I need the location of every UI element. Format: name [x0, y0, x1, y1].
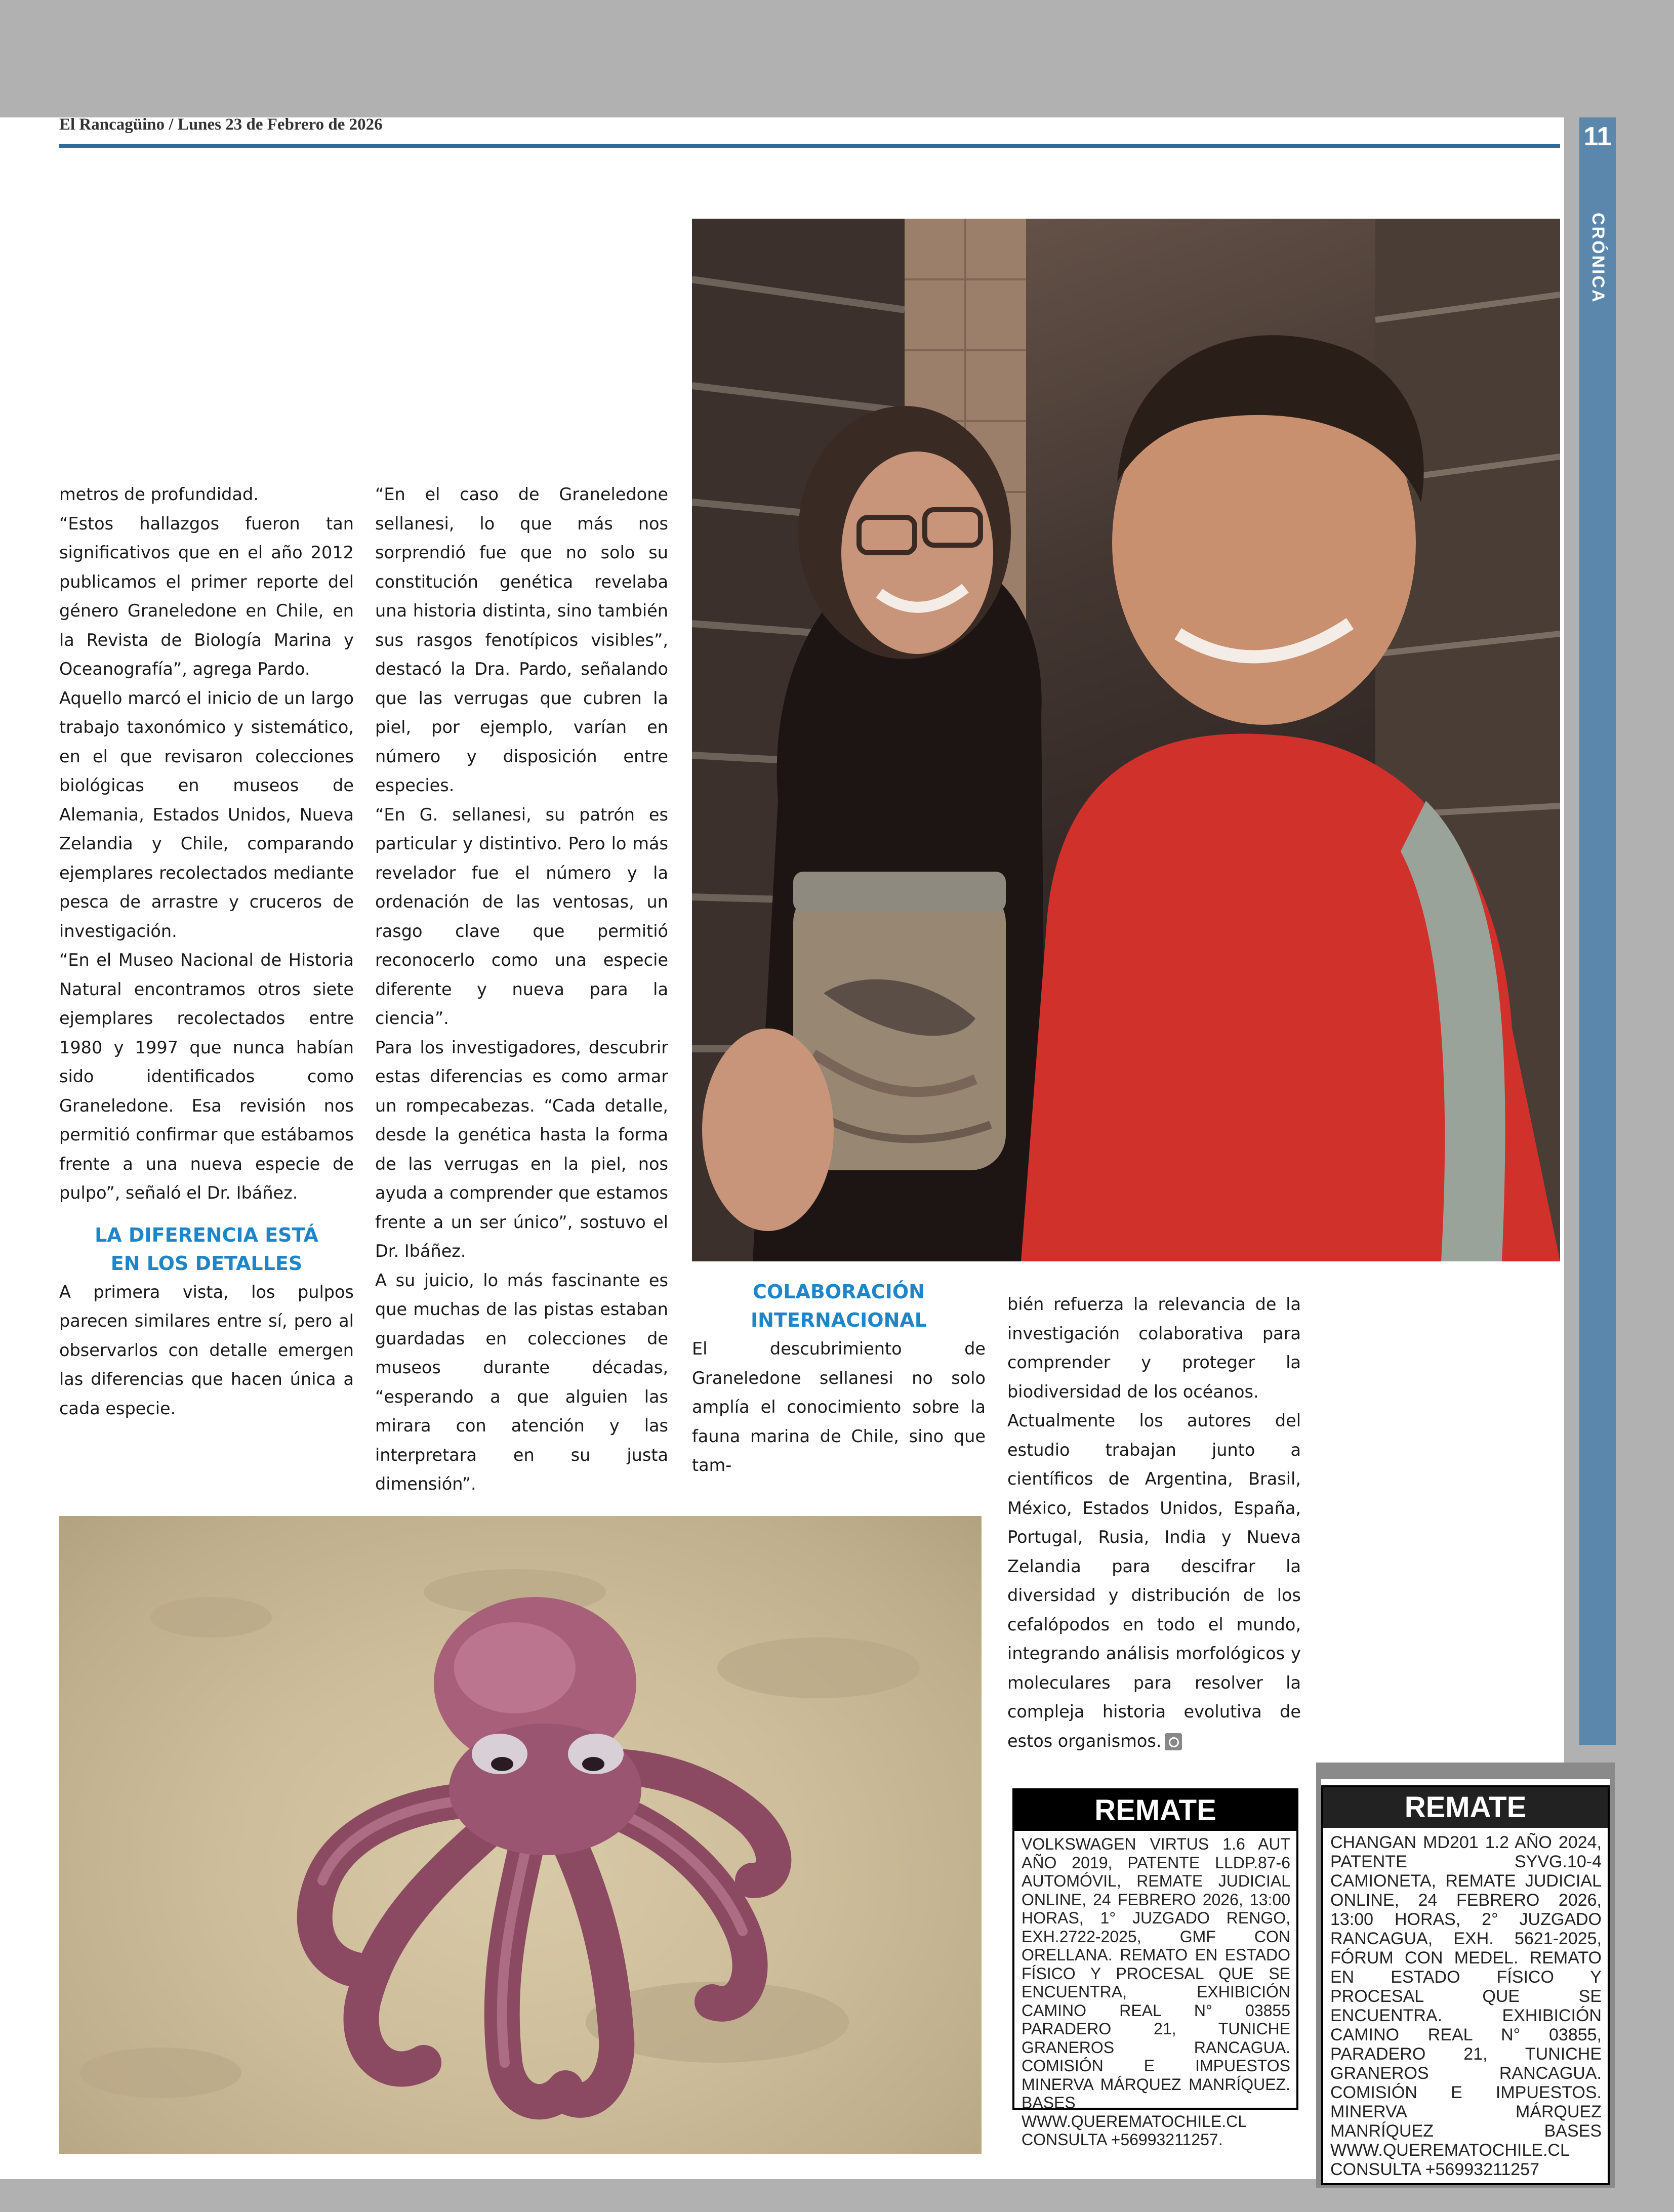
paragraph: Actualmente los autores del estudio trabajan junto a científicos de Argentina, Brasil, México, Estados Unidos, España, Portugal, Rusia, India y Nueva Zelandia para descifrar la diversidad y distribución de los cefalópodos en todo el mundo, integrando análisis morfológicos y moleculares para resolver la compleja historia evolutiva de estos organismos. — [1007, 1411, 1301, 1751]
ad-title: REMATE — [1014, 1790, 1296, 1831]
article-column-1 — [59, 480, 354, 1423]
paragraph: “Estos hallazgos fueron tan significativos que en el año 2012 publicamos el primer reporte del género Graneledone en Chile, en la Revista de Biología Marina y Oceanografía”, agrega Pardo. — [59, 513, 354, 679]
article-column-3 — [692, 1278, 986, 1480]
paragraph: bién refuerza la relevancia de la investigación colaborativa para comprender y proteger la biodiversidad de los océanos. — [1007, 1294, 1301, 1402]
ad-title: REMATE — [1323, 1787, 1608, 1828]
researchers-photo-illustration — [692, 219, 1560, 1261]
classified-ad-1 — [1007, 1784, 1303, 2179]
paragraph: “En el Museo Nacional de Historia Natural encontramos otros siete ejemplares recolectados entre 1980 y 1997 que nunca habían sido identificados como Graneledone. Esa revisión nos permitió confirmar que estábamos frente a una nueva especie de pulpo”, señaló el Dr. Ibáñez. — [59, 950, 354, 1203]
paragraph: “En el caso de Graneledone sellanesi, lo que más nos sorprendió fue que no solo su constitución genética revelaba una historia distinta, sino también sus rasgos fenotípicos visibles”, destacó la Dra. Pardo, señalando que las verrugas que cubren la piel, por ejemplo, varían en número y disposición entre especies. — [375, 484, 668, 795]
page-number: 11 — [1583, 122, 1612, 151]
ad-box — [1012, 1788, 1298, 2149]
paragraph: metros de profundidad. — [59, 484, 259, 504]
paragraph: Aquello marcó el inicio de un largo trabajo taxonómico y sistemático, en el que revisaron colecciones biológicas en museos de Alemania, Estados Unidos, Nueva Zelandia y Chile, comparando ejemplares recolectados mediante pesca de arrastre y cruceros de investigación. — [59, 688, 354, 941]
article-end-icon — [1165, 1733, 1182, 1750]
paragraph: El descubrimiento de Graneledone sellanesi no solo amplía el conocimiento sobre la fauna marina de Chile, sino que tam- — [692, 1339, 986, 1475]
article-column-4 — [1007, 1290, 1301, 1755]
ad-box — [1321, 1785, 1610, 2185]
publication-date: Lunes 23 de Febrero de 2026 — [177, 115, 383, 134]
researchers-photo — [692, 219, 1560, 1261]
paragraph: Para los investigadores, descubrir estas diferencias es como armar un rompecabezas. “Cada detalle, desde la genética hasta la forma de las verrugas en la piel, nos ayuda a comprender que estamos frente a un ser único”, sostuvo el Dr. Ibáñez. — [375, 1037, 668, 1261]
publication-name: El Rancagüino — [59, 115, 165, 134]
article-column-2 — [375, 480, 668, 1499]
header-separator: / — [169, 115, 174, 134]
section-label: CRÓNICA — [1588, 213, 1608, 304]
ad-body: VOLKSWAGEN VIRTUS 1.6 AUT AÑO 2019, PATENTE LLDP.87-6 AUTOMÓVIL, REMATE JUDICIAL ONLINE, 24 FEBRERO 2026, 13:00 HORAS, 1° JUZGADO RENGO, EXH.2722-2025, GMF CON ORELLANA. REMATO EN ESTADO FÍSICO Y PROCESAL QUE SE ENCUENTRA, EXHIBICIÓN CAMINO REAL N° 03855 PARADERO 21, TUNICHE GRANEROS RANCAGUA. COMISIÓN E IMPUESTOS MINERVA MÁRQUEZ MANRÍQUEZ. BASES WWW.QUEREMATOCHILE.CL CONSULTA +56993211257. — [1022, 1835, 1290, 2149]
subheading-collaboration: COLABORACIÓN INTERNACIONAL — [750, 1281, 927, 1331]
header-rule — [59, 144, 1560, 148]
paragraph: “En G. sellanesi, su patrón es particular y distintivo. Pero lo más revelador fue el número y la ordenación de las ventosas, un rasgo clave que permitió reconocerlo como una especie diferente y nueva para la ciencia”. — [375, 804, 668, 1028]
section-tab — [1579, 117, 1616, 1745]
page-header — [59, 115, 1558, 146]
paragraph: A su juicio, lo más fascinante es que muchas de las pistas estaban guardadas en colecciones de museos durante décadas, “esperando a que alguien las mirara con atención y las interpretara en su justa dimensión”. — [375, 1270, 668, 1494]
subheading-details: LA DIFERENCIA ESTÁ EN LOS DETALLES — [95, 1223, 318, 1275]
ad-body: CHANGAN MD201 1.2 AÑO 2024, PATENTE SYVG.10-4 CAMIONETA, REMATE JUDICIAL ONLINE, 24 FEBRERO 2026, 13:00 HORAS, 2° JUZGADO RANCAGUA, EXH. 5621-2025, FÓRUM CON MEDEL. REMATO EN ESTADO FÍSICO Y PROCESAL QUE SE ENCUENTRA. EXHIBICIÓN CAMINO REAL N° 03855, PARADERO 21, TUNICHE GRANEROS RANCAGUA. COMISIÓN E IMPUESTOS. MINERVA MÁRQUEZ MANRÍQUEZ BASES WWW.QUEREMATOCHILE.CL CONSULTA +56993211257 — [1330, 1833, 1602, 2179]
octopus-photo — [59, 1516, 982, 2154]
paragraph: A primera vista, los pulpos parecen similares entre sí, pero al observarlos con detalle emergen las diferencias que hacen única a cada especie. — [59, 1282, 354, 1418]
octopus-photo-illustration — [59, 1516, 982, 2154]
classified-ad-2 — [1321, 1779, 1610, 2184]
